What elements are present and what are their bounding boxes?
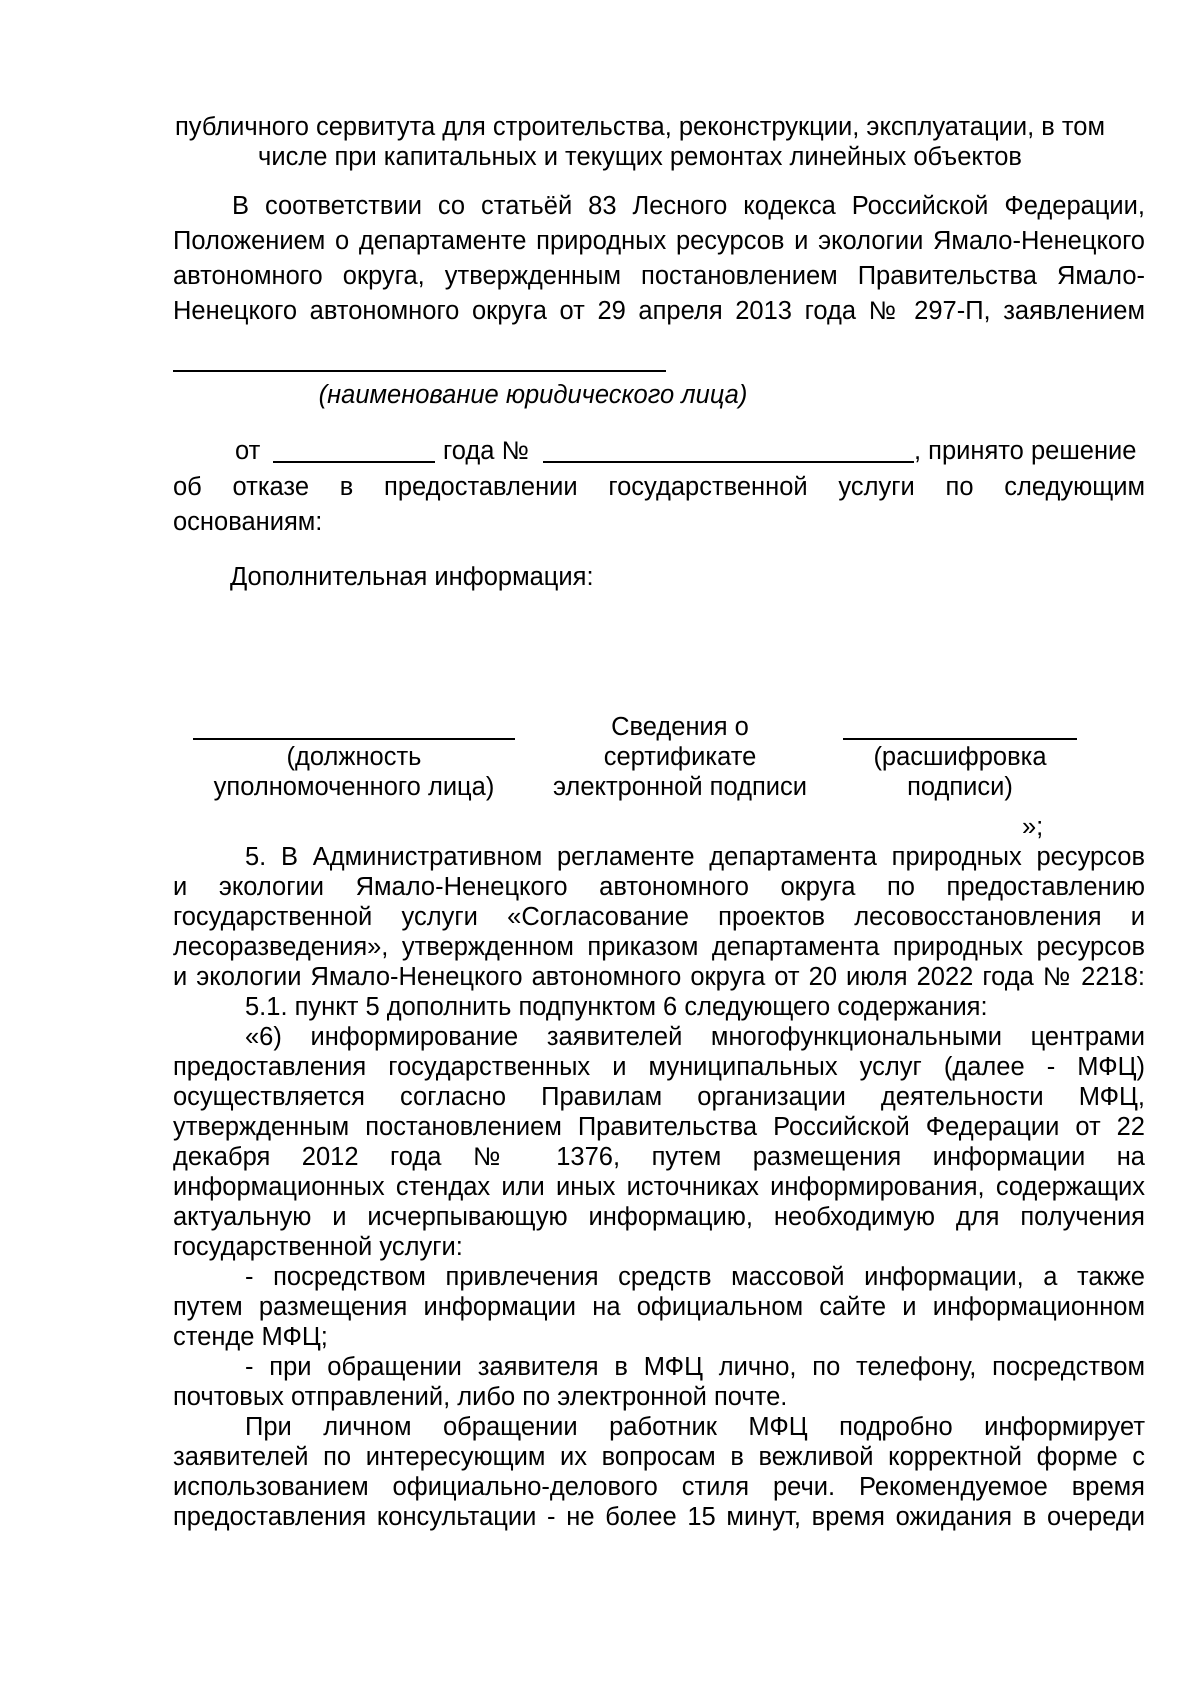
paragraph-line: об отказе в предоставлении государственной услуги по следующим xyxy=(173,473,1145,501)
position-caption-line-2: уполномоченного лица) xyxy=(213,773,495,801)
paragraph-line: государственной услуги: xyxy=(173,1233,463,1261)
paragraph-line: заявителей по интересующим их вопросам в вежливой корректной форме с xyxy=(173,1443,1145,1471)
number-blank xyxy=(543,461,914,463)
certificate-info xyxy=(530,712,830,802)
decode-caption-line-2: подписи) xyxy=(907,773,1013,801)
decode-caption-line-1: (расшифровка xyxy=(873,743,1047,771)
paragraph-line: и экологии Ямало-Ненецкого автономного округа от 20 июля 2022 года № 2218: xyxy=(173,963,1145,991)
legal-entity-blank xyxy=(173,370,666,372)
paragraph-line: государственной услуги «Согласование проектов лесовосстановления и xyxy=(173,903,1145,931)
paragraph-line: основаниям: xyxy=(173,508,323,536)
paragraph-line: предоставления консультации - не более 15 минут, время ожидания в очереди xyxy=(173,1503,1145,1531)
from-label: от xyxy=(235,437,261,465)
additional-info-label: Дополнительная информация: xyxy=(230,563,594,591)
paragraph-line: - посредством привлечения средств массовой информации, а также xyxy=(245,1263,1145,1291)
paragraph-line: - при обращении заявителя в МФЦ лично, по телефону, посредством xyxy=(245,1353,1145,1381)
document-heading xyxy=(160,112,1120,172)
paragraph-line: При личном обращении работник МФЦ подробно информирует xyxy=(245,1413,1145,1441)
paragraph-line: информационных стендах или иных источниках информирования, содержащих xyxy=(173,1173,1145,1201)
paragraph-line: почтовых отправлений, либо по электронной почте. xyxy=(173,1383,788,1411)
paragraph-line: актуальную и исчерпывающую информацию, необходимую для получения xyxy=(173,1203,1145,1231)
position-caption xyxy=(193,742,515,802)
legal-entity-caption: (наименование юридического лица) xyxy=(318,381,748,409)
paragraph-line: декабря 2012 года № 1376, путем размещения информации на xyxy=(173,1143,1145,1171)
paragraph-line: осуществляется согласно Правилам организации деятельности МФЦ, xyxy=(173,1083,1145,1111)
paragraph-line: и экологии Ямало-Ненецкого автономного округа по предоставлению xyxy=(173,873,1145,901)
paragraph-line: автономного округа, утвержденным постановлением Правительства Ямало- xyxy=(173,262,1145,290)
position-blank xyxy=(193,738,515,740)
certificate-line-1: Сведения о xyxy=(611,713,749,741)
paragraph-line: путем размещения информации на официальном сайте и информационном xyxy=(173,1293,1145,1321)
position-caption-line-1: (должность xyxy=(286,743,422,771)
date-blank xyxy=(273,461,435,463)
paragraph-line: «6) информирование заявителей многофункциональными центрами xyxy=(245,1023,1145,1051)
paragraph-line: Положением о департаменте природных ресурсов и экологии Ямало-Ненецкого xyxy=(173,227,1145,255)
decode-caption xyxy=(843,742,1077,802)
year-number-label: года № xyxy=(443,437,529,465)
heading-line-1: публичного сервитута для строительства, реконструкции, эксплуатации, в том xyxy=(174,113,1105,141)
closing-quote: »; xyxy=(1022,813,1044,841)
paragraph-line: предоставления государственных и муниципальных услуг (далее - МФЦ) xyxy=(173,1053,1145,1081)
certificate-line-3: электронной подписи xyxy=(552,773,808,801)
paragraph-line: утвержденным постановлением Правительства Российской Федерации от 22 xyxy=(173,1113,1145,1141)
heading-line-2: числе при капитальных и текущих ремонтах линейных объектов xyxy=(258,143,1022,171)
decode-blank xyxy=(843,738,1077,740)
paragraph-line: Ненецкого автономного округа от 29 апреля 2013 года № 297-П, заявлением xyxy=(173,297,1145,325)
paragraph-line: стенде МФЦ; xyxy=(173,1323,328,1351)
paragraph-line: лесоразведения», утвержденном приказом департамента природных ресурсов xyxy=(173,933,1145,961)
paragraph-line: использованием официально-делового стиля речи. Рекомендуемое время xyxy=(173,1473,1145,1501)
point-5-1: 5.1. пункт 5 дополнить подпунктом 6 следующего содержания: xyxy=(245,993,988,1021)
decision-text: , принято решение xyxy=(914,437,1137,465)
certificate-line-2: сертификате xyxy=(603,743,757,771)
paragraph-line: 5. В Административном регламенте департамента природных ресурсов xyxy=(245,843,1145,871)
paragraph-line: В соответствии со статьёй 83 Лесного кодекса Российской Федерации, xyxy=(232,192,1145,220)
